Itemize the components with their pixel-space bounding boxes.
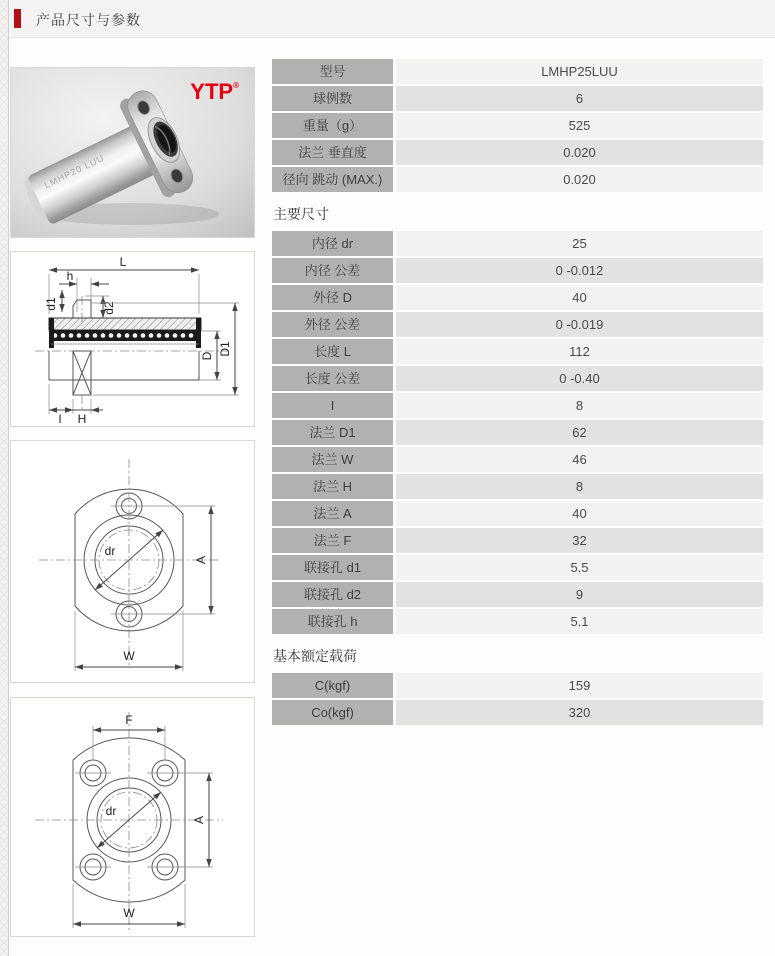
dim-label-d1: d1 (44, 297, 58, 311)
drawing-section-view[interactable] (10, 251, 255, 427)
page-edge-texture (0, 0, 9, 956)
row-label: 联接孔 h (272, 609, 393, 634)
table-row (272, 528, 763, 553)
row-value: 9 (396, 582, 763, 607)
row-value: 0 -0.40 (396, 366, 763, 391)
square-flange-figure (11, 698, 254, 936)
table-row (272, 339, 763, 364)
table-row (272, 447, 763, 472)
row-label: Co(kgf) (272, 700, 393, 725)
row-value: 5.5 (396, 555, 763, 580)
dim-label-W: W (123, 906, 135, 920)
dim-label-D1: D1 (218, 341, 232, 357)
row-value: 0 -0.019 (396, 312, 763, 337)
table-row (272, 393, 763, 418)
row-value: 0 -0.012 (396, 258, 763, 283)
table-row (272, 609, 763, 634)
row-value: 40 (396, 501, 763, 526)
dim-label-F: F (125, 713, 133, 727)
table-row (272, 673, 763, 698)
row-value: 0.020 (396, 140, 763, 165)
dim-label-L: L (119, 255, 127, 269)
dim-label-I: I (58, 412, 62, 426)
row-label: 型号 (272, 59, 393, 84)
section-header (10, 0, 775, 38)
table-row (272, 312, 763, 337)
dim-label-h: h (66, 269, 74, 283)
row-label: 联接孔 d1 (272, 555, 393, 580)
row-value: 159 (396, 673, 763, 698)
header-accent-bar (14, 9, 21, 28)
row-label: I (272, 393, 393, 418)
row-label: 内径 公差 (272, 258, 393, 283)
dim-label-A: A (192, 815, 206, 825)
brand-logo (190, 79, 239, 104)
row-label: 法兰 A (272, 501, 393, 526)
section-title: 主要尺寸 (273, 206, 329, 222)
table-row (272, 231, 763, 256)
row-label: 法兰 垂直度 (272, 140, 393, 165)
row-value: 5.1 (396, 609, 763, 634)
dim-label-A: A (194, 555, 208, 565)
dim-label-H: H (77, 412, 87, 426)
row-label: 法兰 W (272, 447, 393, 472)
table-row (272, 582, 763, 607)
drawing-oval-flange-view[interactable] (10, 440, 255, 683)
row-value: 40 (396, 285, 763, 310)
row-value: 6 (396, 86, 763, 111)
drawing-square-flange-view[interactable] (10, 697, 255, 937)
row-value: LMHP25LUU (396, 59, 763, 84)
dim-label-dr: dr (104, 544, 116, 558)
dim-label-W: W (123, 649, 135, 663)
row-label: 外径 公差 (272, 312, 393, 337)
row-label: 径向 跳动 (MAX.) (272, 167, 393, 192)
table-row (272, 700, 763, 725)
row-value: 525 (396, 113, 763, 138)
row-value: 32 (396, 528, 763, 553)
bearing-engraving: LMHP20 LUU (42, 152, 106, 191)
row-label: 法兰 D1 (272, 420, 393, 445)
row-label: 长度 L (272, 339, 393, 364)
row-value: 46 (396, 447, 763, 472)
dim-label-d2: d2 (102, 301, 116, 315)
row-value: 25 (396, 231, 763, 256)
table-row (272, 86, 763, 111)
row-value: 8 (396, 474, 763, 499)
row-label: 法兰 F (272, 528, 393, 553)
table-row (272, 113, 763, 138)
dim-label-D: D (200, 351, 214, 361)
spec-table (272, 59, 763, 727)
table-row (272, 420, 763, 445)
row-label: 联接孔 d2 (272, 582, 393, 607)
product-photo-thumbnail[interactable] (10, 67, 255, 238)
row-label: 内径 dr (272, 231, 393, 256)
row-label: 法兰 H (272, 474, 393, 499)
table-row (272, 501, 763, 526)
table-row (272, 258, 763, 283)
row-value: 8 (396, 393, 763, 418)
row-value: 62 (396, 420, 763, 445)
row-value: 112 (396, 339, 763, 364)
row-label: C(kgf) (272, 673, 393, 698)
section-title: 基本额定载荷 (273, 648, 357, 664)
row-label: 外径 D (272, 285, 393, 310)
page-title: 产品尺寸与参数 (36, 12, 141, 28)
registered-mark: ® (233, 81, 239, 90)
row-label: 长度 公差 (272, 366, 393, 391)
brand-text: YTP (190, 79, 234, 104)
row-value: 0.020 (396, 167, 763, 192)
table-row (272, 285, 763, 310)
table-row (272, 366, 763, 391)
table-row (272, 555, 763, 580)
section-view-figure (11, 252, 254, 426)
table-row (272, 474, 763, 499)
oval-flange-figure (11, 441, 254, 682)
table-row (272, 140, 763, 165)
row-label: 重量（g） (272, 113, 393, 138)
dim-label-dr: dr (105, 804, 117, 818)
table-row (272, 59, 763, 84)
product-photo (11, 68, 254, 237)
table-row (272, 167, 763, 192)
row-value: 320 (396, 700, 763, 725)
row-label: 球例数 (272, 86, 393, 111)
